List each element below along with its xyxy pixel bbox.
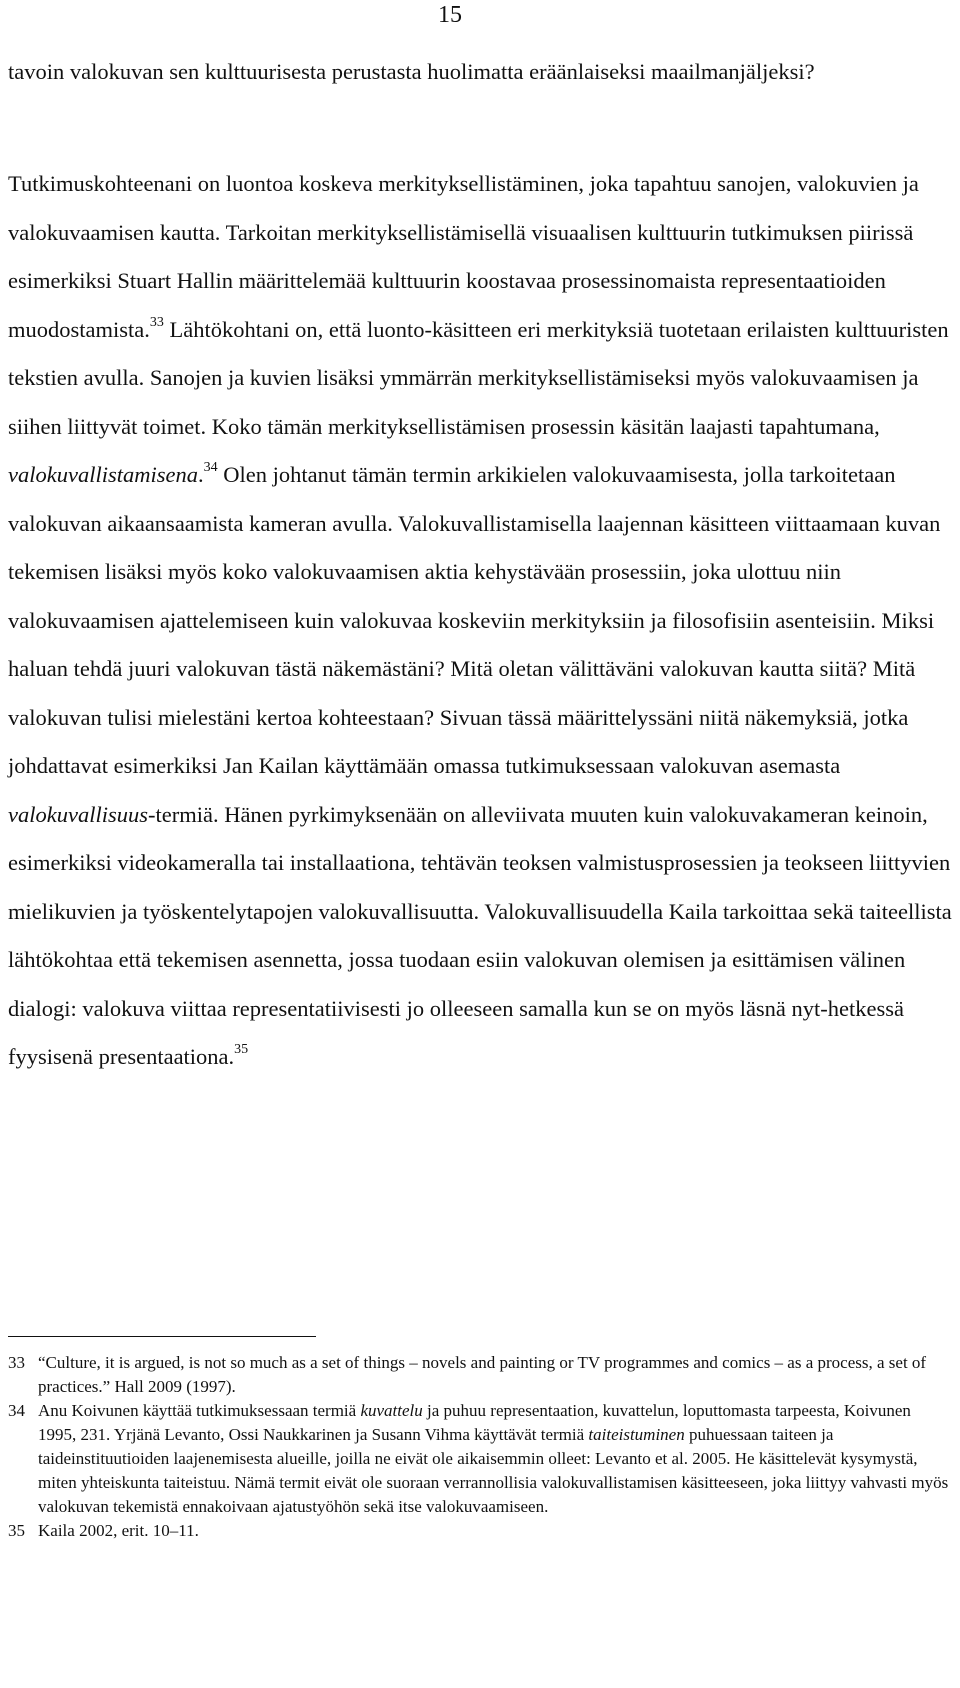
- footnote-text: “Culture, it is argued, is not so much as a set of things – novels and painting or TV programmes and comics – as a process, a set of practices.” Hall 2009 (1997).: [38, 1353, 927, 1396]
- footnote-ref-35[interactable]: 35: [234, 1042, 249, 1057]
- footnote-text-b: ja puhuu representaation, kuvattelun, loputtomasta tarpeesta, Koivunen 1995, 231. Yrjänä Levanto, Ossi Naukkarinen ja Susann Vihma käyttävät termiä: [38, 1401, 911, 1444]
- footnote-number: 34: [8, 1401, 25, 1420]
- term-taiteistuminen: taiteistuminen: [588, 1425, 685, 1444]
- paragraph-2-text-a: Tutkimuskohteenani on luontoa koskeva merkityksellistäminen, joka tapahtuu sanojen, valokuvien ja valokuvaamisen kautta. Tarkoitan merkityksellistämisellä visuaalisen kulttuurin tutkimuksen piirissä esimerkiksi Stuart Hallin määrittelemää kulttuurin koostavaa prosessinomaista representaatioiden muodostamista.: [8, 171, 919, 342]
- footnote-35: [8, 1519, 952, 1543]
- footnote-number: 35: [8, 1521, 25, 1540]
- paragraph-2-text-e: -termiä. Hänen pyrkimyksenään on alleviivata muuten kuin valokuvakameran keinoin, esimerkiksi videokameralla tai installaationa, tehtävän teoksen valmistusprosessien ja teokseen liittyvien mielikuvien ja työskentelytapojen valokuvallisuutta. Valokuvallisuudella Kaila tarkoittaa sekä taiteellista lähtökohtaa että tekemisen asennetta, jossa tuodaan esiin valokuvan olemisen ja esittämisen välinen dialogi: valokuva viittaa representatiivisesti jo olleeseen samalla kun se on myös läsnä nyt-hetkessä fyysisenä presentaationa.: [8, 801, 952, 1069]
- paragraph-2: [8, 160, 952, 1082]
- paragraph-2-text-c: .: [197, 462, 204, 487]
- paragraph-1: tavoin valokuvan sen kulttuurisesta perustasta huolimatta eräänlaiseksi maailmanjäljeksi?: [8, 59, 815, 84]
- footnote-text-c: puhuessaan taiteen ja taideinstituutioiden laajenemisesta alueille, joilla ne eivät ole aikaisemmin olleet: Levanto et al. 2005. He käsittelevät kysymystä, miten yhteiskunta taiteistuu. Nämä termit eivät ole suoraan verrannollisia valokuvallistamisen käsitteeseen, joka liittyy vahvasti myös valokuvan tekemistä ennakoivaan ajatustyöhön sekä itse valokuvaamiseen.: [38, 1425, 949, 1516]
- paragraph-2-text-b: Lähtökohtani on, että luonto-käsitteen eri merkityksiä tuotetaan erilaisten kulttuuristen tekstien avulla. Sanojen ja kuvien lisäksi ymmärrän merkityksellistämiseksi myös valokuvaamisen ja siihen liittyvät toimet. Koko tämän merkityksellistämisen prosessin käsitän laajasti tapahtumana,: [8, 316, 949, 439]
- term-valokuvallistamisena: valokuvallistamisena: [8, 462, 198, 487]
- page-number: 15: [438, 2, 462, 28]
- paragraph-2-text-d: Olen johtanut tämän termin arkikielen valokuvaamisesta, jolla tarkoitetaan valokuvan aikaansaamista kameran avulla. Valokuvallistamisella laajennan käsitteen viittaamaan kuvan tekemisen lisäksi myös koko valokuvaamisen aktia kehystävään prosessiin, joka ulottuu niin valokuvaamisen ajattelemiseen kuin valokuvaa koskeviin merkityksiin ja filosofisiin asenteisiin. Miksi haluan tehdä juuri valokuvan tästä näkemästäni? Mitä oletan välittäväni valokuvan kautta siitä? Mitä valokuvan tulisi mielestäni kertoa kohteestaan? Sivuan tässä määrittelyssäni niitä näkemyksiä, jotka johdattavat esimerkiksi Jan Kailan käyttämään omassa tutkimuksessaan valokuvan asemasta: [8, 462, 941, 778]
- footnote-text: Kaila 2002, erit. 10–11.: [38, 1521, 199, 1540]
- term-valokuvallisuus: valokuvallisuus: [8, 801, 148, 827]
- footnote-ref-34[interactable]: 34: [203, 460, 218, 475]
- footnote-separator: [8, 1336, 316, 1337]
- main-text: [8, 48, 952, 1082]
- footnote-33: [8, 1351, 952, 1399]
- footnote-34: [8, 1399, 952, 1519]
- footnotes: [8, 1351, 952, 1543]
- footnote-ref-33[interactable]: 33: [149, 314, 164, 330]
- footnote-text-a: Anu Koivunen käyttää tutkimuksessaan termiä: [38, 1401, 361, 1420]
- footnote-number: 33: [8, 1353, 25, 1372]
- term-kuvattelu: kuvattelu: [360, 1401, 423, 1420]
